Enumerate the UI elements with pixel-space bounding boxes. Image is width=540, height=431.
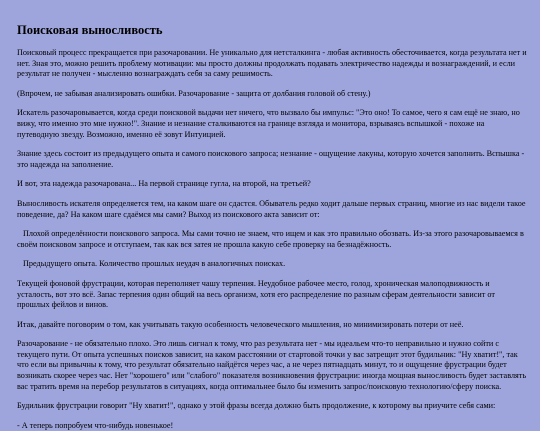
paragraph-4: Знание здесь состоит из предыдущего опыта и самого поискового запроса; незнание - ощущение лакуны, которую хочется заполнить. Вспышка - это надежда на заполнение. (17, 149, 525, 169)
paragraph-9: Текущей фоновой фрустрации, которая переполняет чашу терпения. Неудобное рабочее место, голод, хроническая малоподвижность и усталость, вот это всё. Запас терпения один общий на весь организм, хотя его распределение по разным сферам деятельности зависит от прошлых фейлов и винов. (17, 278, 495, 310)
paragraph-8: Предыдущего опыта. Количество прошлых неудач в аналогичных поисках. (23, 259, 286, 269)
paragraph-10: Итак, давайте поговорим о том, как учитывать такую особенность человеческого мышления, но минимизировать потери от неё. (17, 319, 464, 329)
paragraph-11: Разочарование - не обязательно плохо. Это лишь сигнал к тому, что раз результата нет - мы идеальем что-то неправильно и нужно сойти с текущего пути. От опыта успешных поисков зависит, на каком расстоянии от стартовой точки у вас затрещит этот будильник: "Ну хватит!", так что если вы привычны к тому, что результат обязательно найдётся через час, а не через пятнадцать минут, то и ощущение фрустрации будет возникать скорее через час. Нет "хорошего" или "слабого" показателя возникновения фрустрации: иногда мощная выносливость будет заставлять вас тратить время на перебор результатов в ситуациях, когда оптимальнее было бы изменить запрос/поисковую технологию/сферу поиска. (17, 339, 527, 391)
paragraph-7: Плохой определённости поискового запроса. Мы сами точно не знаем, что ищем и как это правильно обозвать. Из-за этого разочаровываемся в своём поисковом запросе и отступаем, так как вся затея не прошла какую себе проверку на безнадёжность. (17, 229, 524, 249)
paragraph-1: Поисковый процесс прекращается при разочаровании. Не уникально для нетсталкинга - любая активность обесточивается, когда результата нет и нет. Зная это, можно решить проблему мотивации: мы просто должны продолжать подавать электричество надежды и вознаграждений, и если результат не получен - мысленно вознаграждать себя за саму решимость. (17, 48, 527, 79)
paragraph-5: И вот, эта надежда разочарована... На первой странице гугла, на второй, на третьей? (17, 179, 311, 189)
paragraph-2: (Впрочем, не забывая анализировать ошибки. Разочарование - защита от долбания головой об стену.) (17, 88, 371, 98)
paragraph-12: Будильник фрустрации говорит "Ну хватит!", однако у этой фразы всегда должно быть продолжение, к которому вы приучите себя сами: (17, 401, 496, 411)
paragraph-6: Выносливость искателя определяется тем, на каком шаге он сдастся. Обыватель редко ходит дальше первых страниц, многие из нас видели такое поведение, да? На каком шаге сдаёмся мы сами? Выход из поискового акта зависит от: (17, 198, 526, 219)
page-title: Поисковая выносливость (17, 23, 163, 37)
paragraph-3: Искатель разочаровывается, когда среди поисковой выдачи нет ничего, что вызвало бы импульс: "Это оно! То самое, чего я сам ещё не знаю, но вижу, что именно это мне нужно!". Знание и незнание сталкиваются на границе взгляда и монитора, взрываясь вспышкой - похоже на путеводную звезду. Возможно, именно её зовут Интуицией. (17, 108, 520, 139)
paragraph-13: - А теперь попробуем что-нибудь новенькое! (17, 420, 174, 430)
article-body (17, 48, 528, 431)
